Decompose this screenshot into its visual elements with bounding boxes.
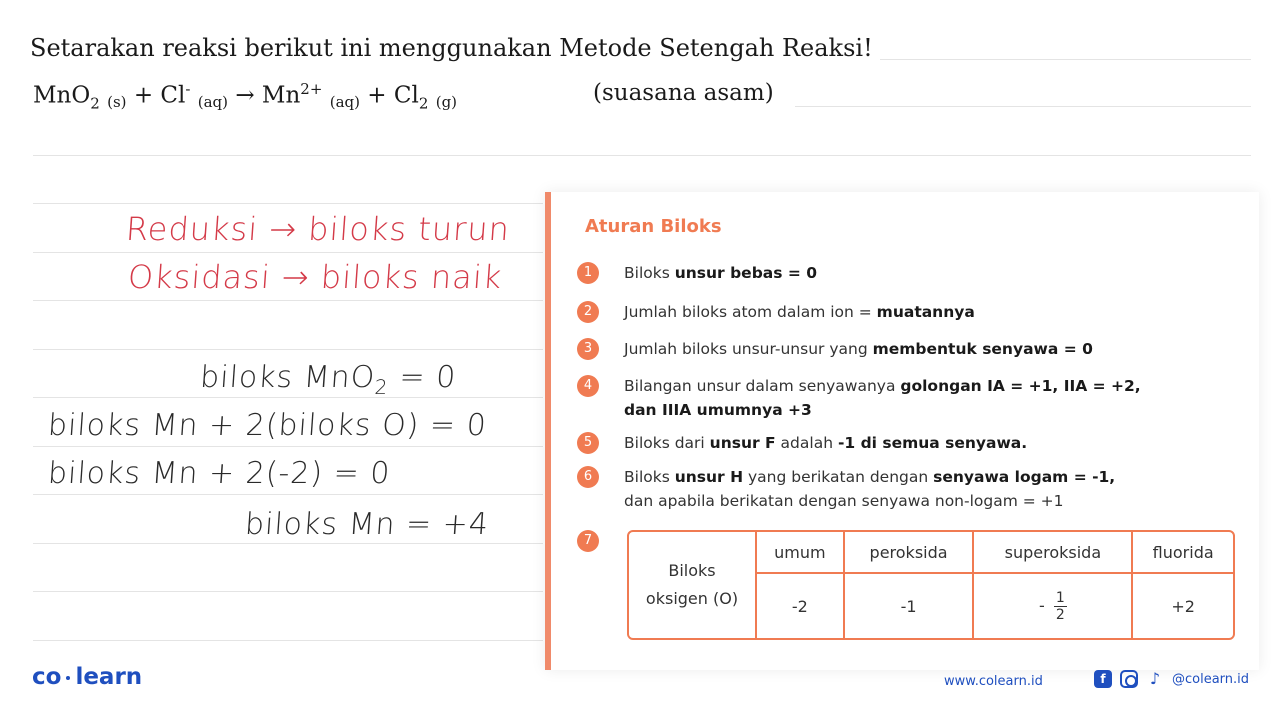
ruled-line — [33, 300, 543, 301]
rule-number-badge: 5 — [577, 432, 599, 454]
ruled-line — [33, 252, 543, 253]
rule-number-badge: 7 — [577, 530, 599, 552]
facebook-icon[interactable]: f — [1094, 670, 1112, 688]
ruled-line — [33, 543, 543, 544]
fraction-one-half: $\frac{1}{2}$ — [1055, 589, 1065, 623]
instagram-icon[interactable] — [1120, 670, 1138, 688]
note-reduksi: Reduksi → biloks turun — [124, 210, 512, 248]
ruled-line — [33, 155, 1251, 156]
rule-item: 4 Bilangan unsur dalam senyawanya golongan IA = +1, IIA = +2, dan IIIA umumnya +3 — [577, 374, 1217, 424]
rule-number-badge: 3 — [577, 338, 599, 360]
rule-item: 1 Biloks unsur bebas = 0 — [577, 261, 1217, 287]
ruled-line — [795, 106, 1251, 107]
rule-item — [577, 529, 617, 555]
table-cell: +2 — [1171, 596, 1195, 616]
rule-item: 6 Biloks unsur H yang berikatan dengan senyawa logam = -1, dan apabila berikatan dengan senyawa non-logam = +1 — [577, 465, 1217, 515]
ruled-line — [33, 446, 543, 447]
table-header-cell: fluorida — [1133, 532, 1233, 574]
ruled-line — [880, 59, 1251, 60]
card-title: Aturan Biloks — [585, 216, 722, 237]
ruled-line — [33, 349, 543, 350]
note-biloks-mn-result: biloks Mn = +4 — [243, 507, 491, 542]
table-cell: - $\frac{1}{2}$ — [974, 574, 1133, 638]
rule-item: 3 Jumlah biloks unsur-unsur yang membentuk senyawa = 0 — [577, 337, 1217, 363]
website-link[interactable]: www.colearn.id — [944, 674, 1043, 689]
colearn-logo[interactable]: co learn — [32, 664, 143, 690]
rule-item: 2 Jumlah biloks atom dalam ion = muatannya — [577, 300, 1217, 326]
rule-number-badge: 1 — [577, 262, 599, 284]
biloks-rules-card — [545, 192, 1259, 670]
note-oksidasi: Oksidasi → biloks naik — [126, 258, 504, 296]
note-biloks-mno2: biloks MnO$_2$ = 0 — [198, 360, 458, 399]
rule-number-badge: 2 — [577, 301, 599, 323]
rule-item: 5 Biloks dari unsur F adalah -1 di semua senyawa. — [577, 431, 1217, 457]
question-title: Setarakan reaksi berikut ini menggunakan Metode Setengah Reaksi! — [30, 34, 873, 62]
table-cell: -2 — [757, 574, 845, 638]
oxygen-biloks-table — [627, 530, 1235, 640]
ruled-line — [33, 640, 543, 641]
social-handle[interactable]: @colearn.id — [1172, 671, 1250, 687]
table-header-cell: peroksida — [845, 532, 975, 574]
note-biloks-mn-calc: biloks Mn + 2(-2) = 0 — [46, 456, 392, 491]
table-row-header: Biloks oksigen (O) — [629, 532, 757, 638]
note-biloks-mn-o: biloks Mn + 2(biloks O) = 0 — [46, 408, 488, 443]
ruled-line — [33, 494, 543, 495]
arrow-icon: → — [235, 82, 255, 109]
reaction-equation: MnO$_2$ (s) + Cl- $(aq) \to Mn^{2+}$ $(aq) + Cl_2$ (g) — [33, 80, 458, 113]
ruled-line — [33, 203, 543, 204]
rule-number-badge: 4 — [577, 375, 599, 397]
table-header-cell: superoksida — [974, 532, 1133, 574]
reaction-condition: (suasana asam) — [593, 80, 774, 106]
social-links — [1094, 670, 1249, 688]
table-header-cell: umum — [757, 532, 845, 574]
ruled-line — [33, 591, 543, 592]
table-cell: -1 — [845, 574, 975, 638]
rule-number-badge: 6 — [577, 466, 599, 488]
tiktok-icon[interactable]: ♪ — [1149, 669, 1161, 688]
